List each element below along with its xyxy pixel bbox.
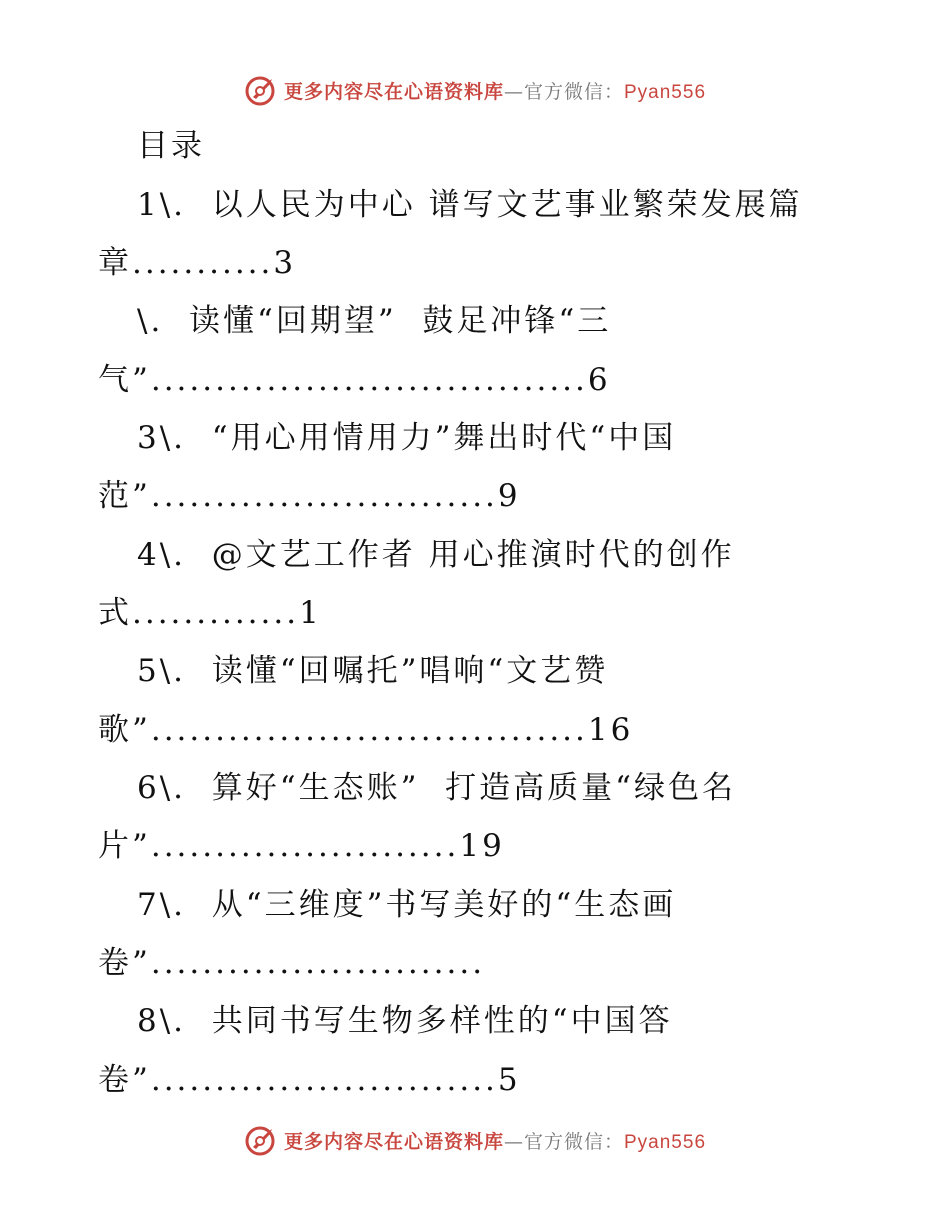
banner-text-grey: 官方微信： bbox=[523, 1130, 624, 1153]
toc-entry-8-line2[interactable]: 卷”...........................5 bbox=[98, 1062, 521, 1098]
toc-entry-4-line2[interactable]: 式.............1 bbox=[98, 595, 322, 631]
pen-circle-logo-icon bbox=[244, 1123, 278, 1157]
banner-text bbox=[284, 1127, 706, 1154]
toc-entry-2-line1[interactable]: \. 读懂“回期望” 鼓足冲锋“三 bbox=[137, 303, 612, 339]
toc-entry-1-line2[interactable]: 章...........3 bbox=[98, 245, 297, 281]
footer-banner bbox=[0, 1120, 950, 1160]
toc-entry-7-line1[interactable]: 7\. 从“三维度”书写美好的“生态画 bbox=[137, 887, 677, 923]
toc-entry-8-line1[interactable]: 8\. 共同书写生物多样性的“中国答 bbox=[137, 1003, 673, 1039]
banner-text-red: 更多内容尽在心语资料库 bbox=[283, 80, 504, 103]
header-banner bbox=[0, 70, 950, 110]
toc-entry-3-line1[interactable]: 3\. “用心用情用力”舞出时代“中国 bbox=[137, 420, 677, 456]
toc-entry-3-line2[interactable]: 范”...........................9 bbox=[98, 478, 521, 514]
toc-entry-5-line1[interactable]: 5\. 读懂“回嘱托”唱响“文艺赞 bbox=[137, 653, 609, 689]
banner-text-red: 更多内容尽在心语资料库 bbox=[283, 1130, 504, 1153]
toc-entry-2-line2[interactable]: 气”..................................6 bbox=[98, 362, 611, 398]
banner-text bbox=[284, 77, 706, 104]
toc-heading: 目录 bbox=[137, 128, 205, 164]
banner-separator: — bbox=[503, 80, 524, 103]
toc-entry-6-line2[interactable]: 片”........................19 bbox=[98, 828, 505, 864]
banner-account: Pyan556 bbox=[624, 81, 707, 103]
toc-entry-1-line1[interactable]: 1\. 以人民为中心 谱写文艺事业繁荣发展篇 bbox=[137, 187, 803, 223]
toc-entry-4-line1[interactable]: 4\. @文艺工作者 用心推演时代的创作 bbox=[137, 537, 735, 573]
banner-separator: — bbox=[503, 1130, 524, 1153]
toc-entry-5-line2[interactable]: 歌”..................................16 bbox=[98, 712, 634, 748]
toc-entry-6-line1[interactable]: 6\. 算好“生态账” 打造高质量“绿色名 bbox=[137, 770, 736, 806]
banner-account: Pyan556 bbox=[624, 1131, 707, 1153]
banner-text-grey: 官方微信： bbox=[523, 80, 624, 103]
toc-entry-7-line2[interactable]: 卷”.......................... bbox=[98, 945, 486, 981]
pen-circle-logo-icon bbox=[244, 73, 278, 107]
